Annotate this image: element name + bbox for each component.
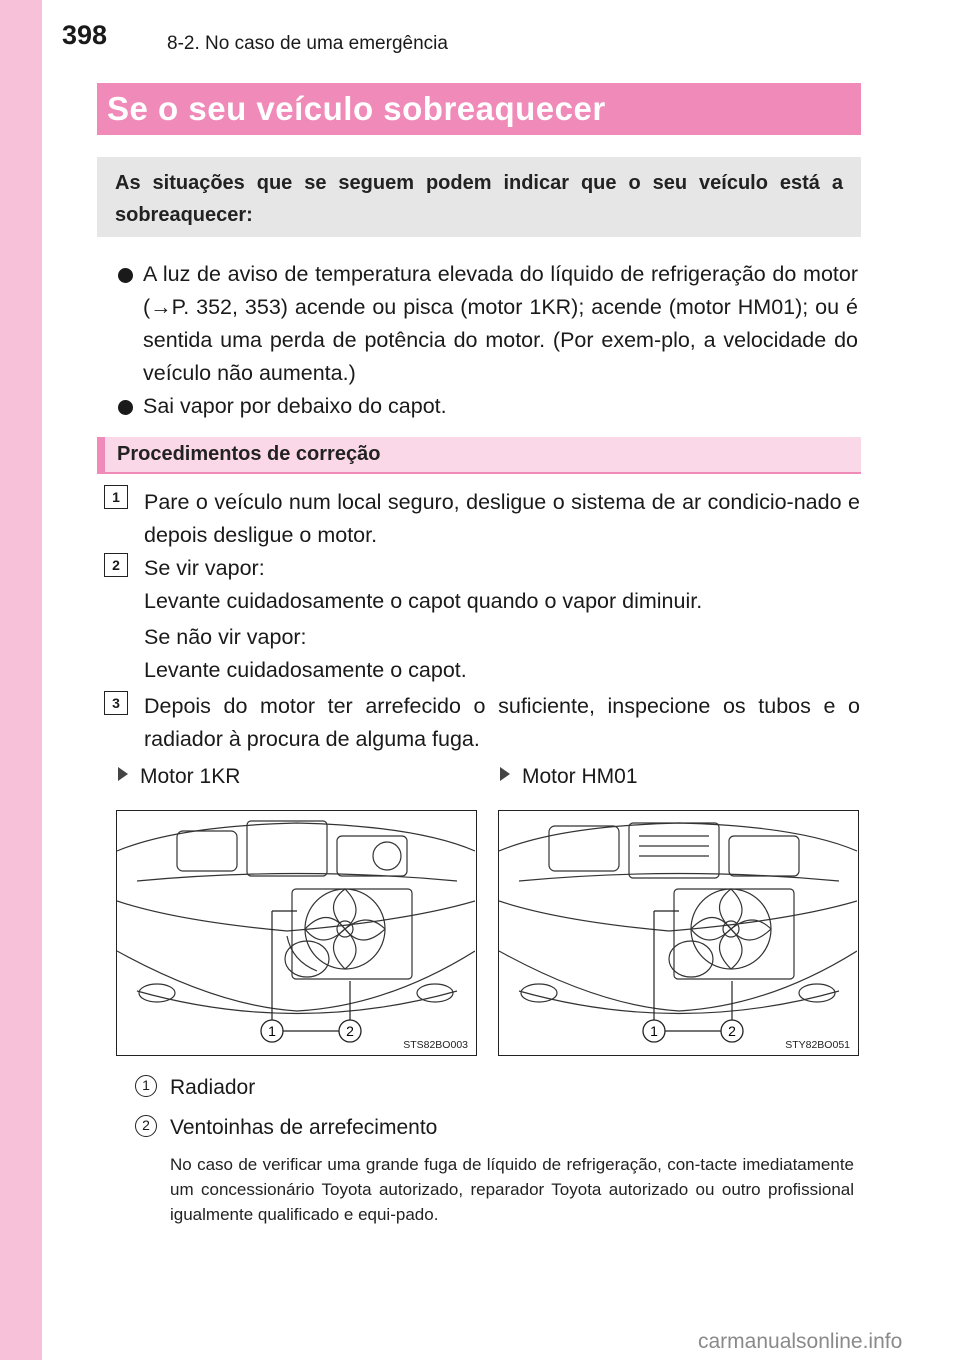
step-number-badge: 2 (104, 553, 128, 577)
callout-number: 1 (268, 1023, 276, 1039)
step-text: Se vir vapor: (144, 556, 265, 580)
figure-label-text: Motor 1KR (140, 765, 241, 788)
legend-text: Radiador (170, 1076, 256, 1099)
figure-label-1kr (118, 765, 240, 789)
step-text: Pare o veículo num local seguro, desligue o sistema de ar condicio-nado e depois desligue o motor. (144, 490, 860, 547)
callout-number: 1 (650, 1023, 658, 1039)
bullet-text: Sai vapor por debaixo do capot. (143, 394, 447, 418)
engine-figure-1kr (116, 810, 477, 1056)
legend-text: Ventoinhas de arrefecimento (170, 1116, 438, 1139)
step-text: Depois do motor ter arrefecido o suficiente, inspecione os tubos e o radiador à procura de alguma fuga. (144, 694, 860, 751)
figure-code: STY82BO051 (785, 1039, 850, 1051)
bullet-item (118, 258, 858, 390)
legend-number: 2 (135, 1115, 157, 1137)
figure-code: STS82BO003 (403, 1039, 468, 1051)
bullet-dot (118, 400, 133, 415)
engine-bay-illustration (499, 811, 857, 1054)
bullet-dot (118, 268, 133, 283)
page-number: 398 (62, 20, 108, 50)
step-number-badge: 1 (104, 485, 128, 509)
figure-label-text: Motor HM01 (522, 765, 638, 788)
bullet-text: A luz de aviso de temperatura elevada do líquido de refrigeração do motor (→P. 352, 353) acende ou pisca (motor 1KR); acende (motor HM01); ou é sentida uma perda de potência do motor. (Por exem-plo, a velocidade do veículo não aumenta.) (143, 262, 858, 385)
triangle-marker-icon (118, 767, 128, 781)
callout-number: 2 (346, 1023, 354, 1039)
watermark: carmanualsonline.info (698, 1330, 903, 1353)
step-text: Levante cuidadosamente o capot. (144, 658, 467, 682)
note-paragraph: No caso de verificar uma grande fuga de líquido de refrigeração, con-tacte imediatamente um concessionário Toyota autorizado, reparador Toyota autorizado ou outro profissional igualmente qualificado e equi-pado. (170, 1155, 854, 1224)
procedures-heading: Procedimentos de correção (97, 437, 861, 474)
legend-number: 1 (135, 1075, 157, 1097)
intro-box: As situações que se seguem podem indicar que o seu veículo está a sobreaquecer: (97, 157, 861, 237)
bullet-item (118, 390, 858, 423)
section-reference: 8-2. No caso de uma emergência (167, 33, 448, 54)
step-text: Se não vir vapor: (144, 625, 307, 649)
callout-number: 2 (728, 1023, 736, 1039)
engine-figure-hm01 (498, 810, 859, 1056)
step-number-badge: 3 (104, 691, 128, 715)
side-color-strip (0, 0, 42, 1360)
step-text: Levante cuidadosamente o capot quando o vapor diminuir. (144, 589, 703, 613)
figure-label-hm01 (500, 765, 638, 789)
engine-bay-illustration (117, 811, 475, 1054)
triangle-marker-icon (500, 767, 510, 781)
page-title: Se o seu veículo sobreaquecer (97, 83, 861, 135)
